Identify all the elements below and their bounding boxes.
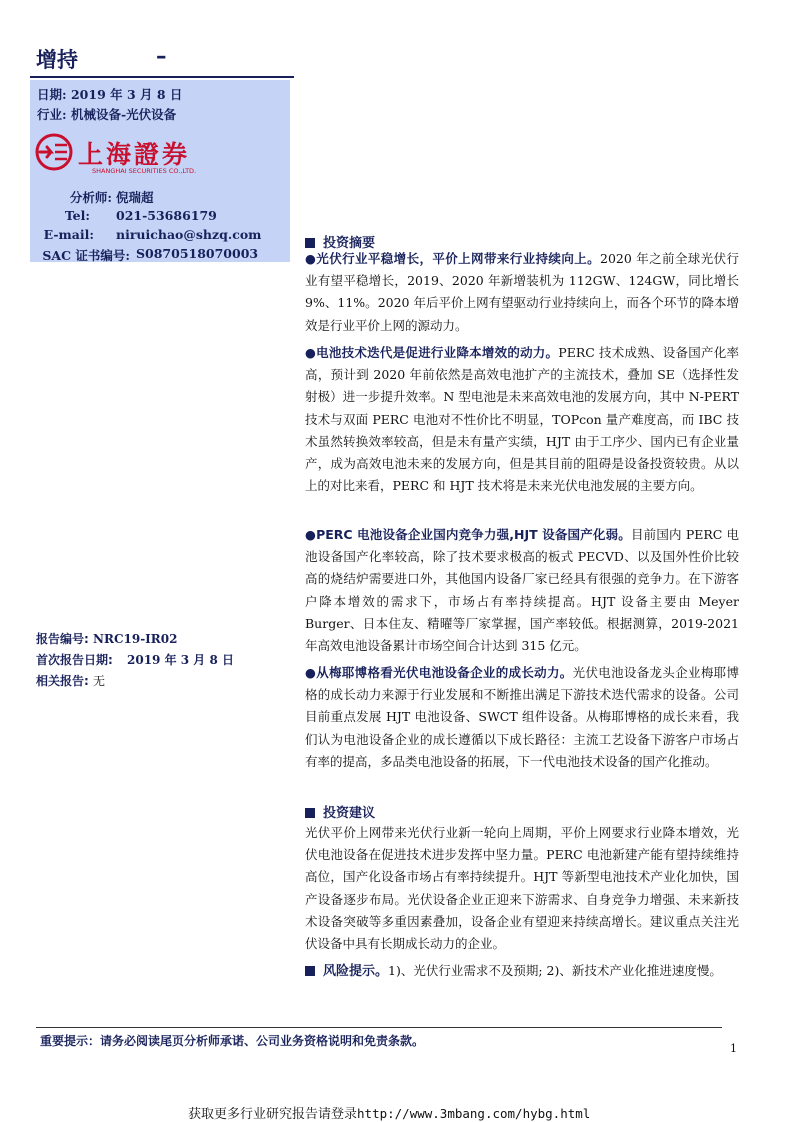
footer-rule <box>36 1027 722 1028</box>
analyst-label-wrap <box>30 188 112 204</box>
tel-label: Tel: <box>64 208 90 223</box>
risk-text: 1)、光伏行业需求不及预期; 2)、新技术产业化推进速度慢。 <box>388 963 722 978</box>
summary-paragraph-4 <box>305 662 739 773</box>
disclaimer-text: 重要提示：请务必阅读尾页分析师承诺、公司业务资格说明和免责条款。 <box>40 1034 425 1048</box>
first-date-line <box>36 651 234 668</box>
summary-p4-text: 光伏电池设备龙头企业梅耶博格的成长动力来源于行业发展和不断推出满足下游技术迭代需求的设备。公司目前重点发展 HJT 电池设备、SWCT 组件设备。从梅耶博格的成长来看，我们认为电池设备企业的成长遵循以下成长路径：主流工艺设备下游客户市场占有率的提高，多品类电池设备的拓展，下一代电池技术设备的国产化推动。 <box>305 665 739 769</box>
logo-name-cn: 上海證券 <box>78 140 191 169</box>
date-label: 日期: <box>37 87 67 102</box>
promo-text: 获取更多行业研究报告请登录 <box>188 1107 358 1122</box>
section-bullet-icon <box>305 808 315 818</box>
first-date-label: 首次报告日期: <box>36 653 113 667</box>
risk-heading <box>305 964 388 979</box>
section-bullet-icon <box>305 238 315 248</box>
risk-heading-text: 风险提示。 <box>323 964 389 979</box>
report-no-label: 报告编号: <box>36 632 89 646</box>
date-line <box>37 85 182 103</box>
first-date-value: 2019 年 3 月 8 日 <box>127 653 234 667</box>
rating-change: – <box>156 44 167 68</box>
related-line <box>36 672 105 689</box>
sac-label-wrap <box>30 246 130 262</box>
header-rule <box>30 76 294 78</box>
tel-label-wrap <box>30 208 90 224</box>
analyst-name: 倪瑞超 <box>116 190 154 205</box>
email-value[interactable]: niruichao@shzq.com <box>116 227 262 242</box>
summary-paragraph-3 <box>305 524 739 657</box>
analyst-label: 分析师: <box>69 190 112 205</box>
rating-label: 增持 <box>36 48 78 72</box>
related-value: 无 <box>93 674 106 688</box>
email-label-wrap <box>30 227 94 243</box>
summary-paragraph-2 <box>305 342 739 497</box>
sac-label: SAC 证书编号: <box>42 248 130 263</box>
related-label: 相关报告: <box>36 674 89 688</box>
summary-paragraph-1 <box>305 248 739 337</box>
promo-line <box>188 1103 590 1122</box>
advice-heading <box>305 802 375 821</box>
industry-label: 行业: <box>37 107 67 122</box>
tel-value: 021-53686179 <box>116 208 217 223</box>
section-bullet-icon <box>305 966 315 976</box>
summary-p2-lead: ●电池技术迭代是促进行业降本增效的动力。 <box>305 345 559 360</box>
risk-paragraph <box>305 960 739 983</box>
summary-p4-lead: ●从梅耶博格看光伏电池设备企业的成长动力。 <box>305 665 573 680</box>
advice-heading-text: 投资建议 <box>323 806 376 821</box>
industry-value: 机械设备-光伏设备 <box>70 107 177 122</box>
sac-value: S0870518070003 <box>136 246 259 261</box>
report-no-value: NRC19-IR02 <box>93 632 178 646</box>
summary-p2-text: PERC 技术成熟、设备国产化率高，预计到 2020 年前依然是高效电池扩产的主流技术，叠加 SE（选择性发射极）进一步提升效率。N 型电池是未来高效电池的发展方向，其中 N-PERT 技术与双面 PERC 电池对不性价比不明显，TOPcon 量产难度高，而 IBC 技术虽然转换效率较高，但是未有量产实绩，HJT 由于工序少、国内已有企业量产，成为高效电池未来的发展方向，但是其目前的阻碍是设备投资较贵。从以上的对比来看，PERC 和 HJT 技术将是未来光伏电池发展的主要方向。 <box>305 345 739 494</box>
report-no-line <box>36 630 177 647</box>
advice-paragraph <box>305 822 739 955</box>
logo-emblem-icon <box>34 132 74 172</box>
industry-line <box>37 105 176 123</box>
date-value: 2019 年 3 月 8 日 <box>70 87 183 102</box>
advice-text: 光伏平价上网带来光伏行业新一轮向上周期，平价上网要求行业降本增效，光伏电池设备在促进技术进步发挥中坚力量。PERC 电池新建产能有望持续维持高位，国产化设备市场占有率持续提升。HJT 等新型电池技术产业化加快，国产设备逐步布局。光伏设备企业正迎来下游需求、自身竞争力增强、未来新技术设备突破等多重因素叠加，设备企业有望迎来持续高增长。建议重点关注光伏设备中具有长期成长动力的企业。 <box>305 825 739 952</box>
shanghai-securities-logo <box>34 132 234 180</box>
summary-p1-text: 2020 年之前全球光伏行业有望平稳增长，2019、2020 年新增装机为 112GW、124GW，同比增长 9%、11%。2020 年后平价上网有望驱动行业持续向上，而各个环节的降本增效是行业平价上网的源动力。 <box>305 251 739 333</box>
summary-heading-text: 投资摘要 <box>323 236 376 251</box>
logo-name-en: SHANGHAI SECURITIES CO.,LTD. <box>92 167 197 175</box>
promo-link[interactable]: http://www.3mbang.com/hybg.html <box>357 1106 591 1121</box>
email-label: E-mail: <box>43 227 94 242</box>
summary-p3-lead: ●PERC 电池设备企业国内竞争力强,HJT 设备国产化弱。 <box>305 527 631 542</box>
summary-p3-text: 目前国内 PERC 电池设备国产化率较高，除了技术要求极高的板式 PECVD、以及国外性价比较高的烧结炉需要进口外，其他国内设备厂家已经具有很强的竞争力。在下游客户降本增效的需求下，市场占有率持续提高。HJT 设备主要由 Meyer Burger、日本住友、精曜等厂家掌握，国产率较低。根据测算，2019-2021 年高效电池设备累计市场空间合计达到 315 亿元。 <box>305 527 739 654</box>
page-number: 1 <box>730 1042 737 1055</box>
summary-p1-lead: ●光伏行业平稳增长，平价上网带来行业持续向上。 <box>305 251 601 266</box>
